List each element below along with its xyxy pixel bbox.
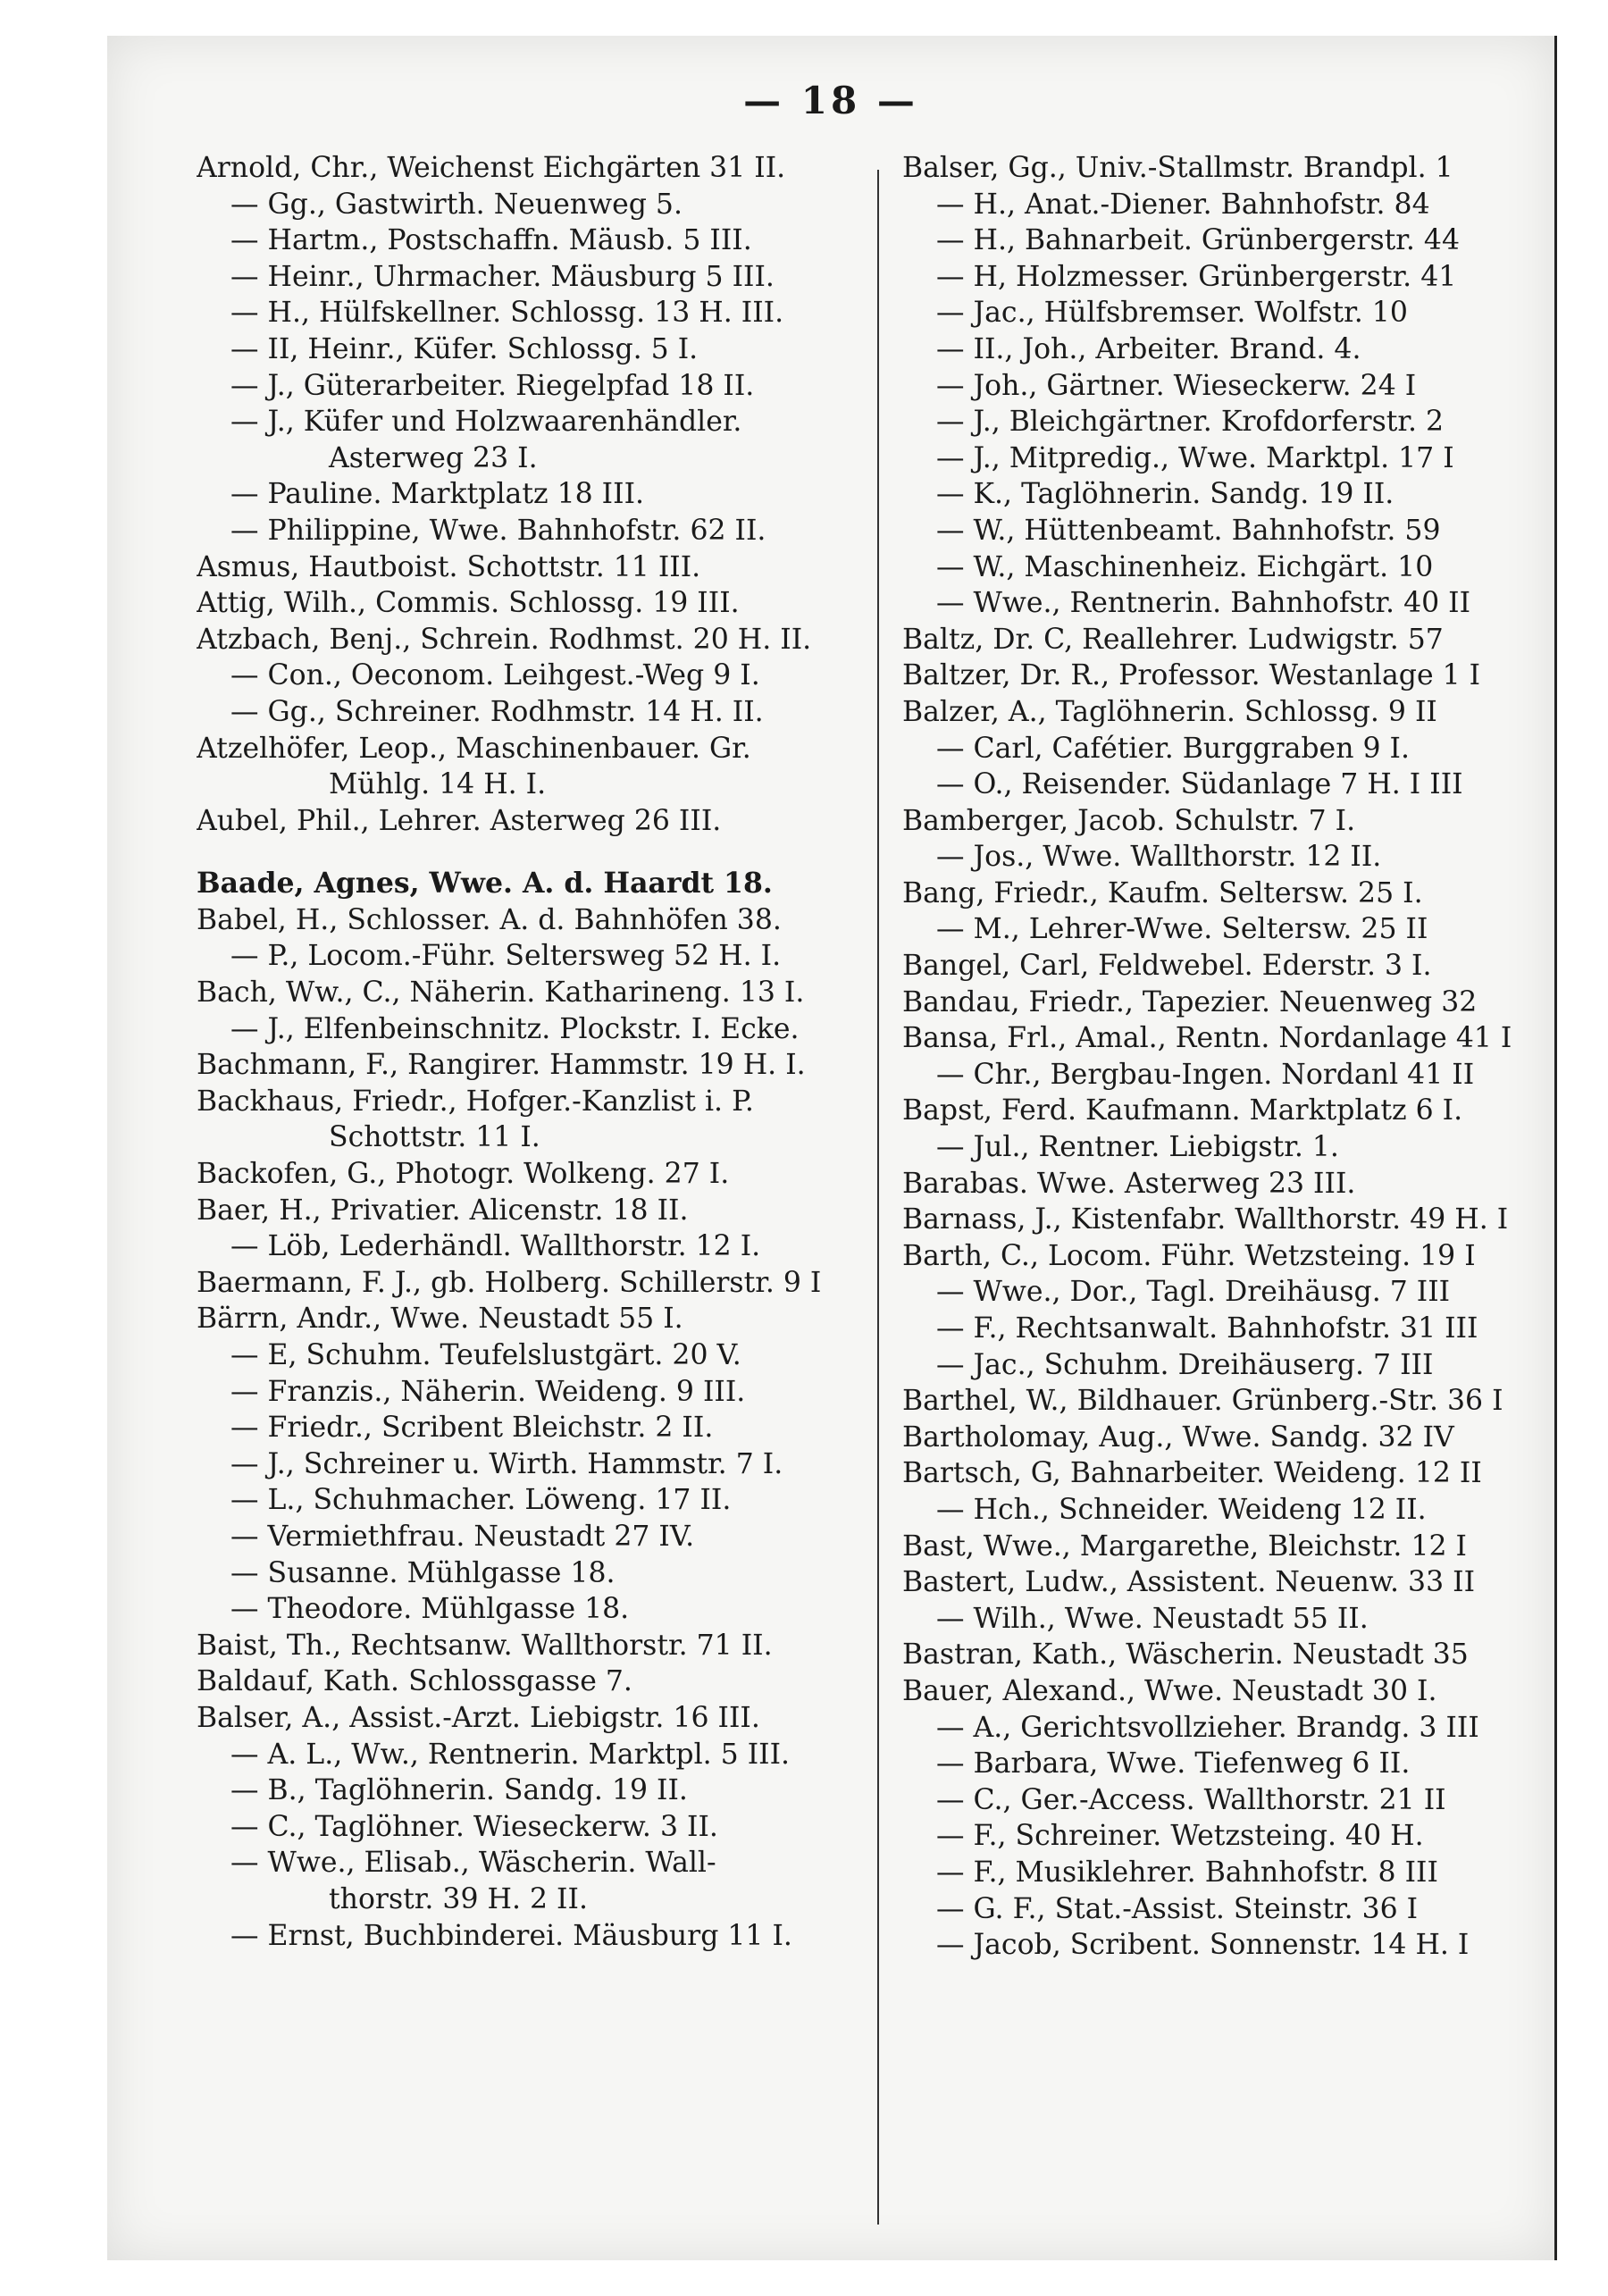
- directory-entry: Asterweg 23 I.: [329, 441, 538, 474]
- directory-entry: — C., Taglöhner. Wieseckerw. 3 II.: [230, 1810, 718, 1843]
- directory-entry: — Jos., Wwe. Wallthorstr. 12 II.: [936, 841, 1382, 874]
- directory-entry: — F., Schreiner. Wetzsteing. 40 H.: [936, 1820, 1424, 1853]
- directory-entry: — L., Schuhmacher. Löweng. 17 II.: [230, 1484, 732, 1517]
- directory-entry: Balser, A., Assist.-Arzt. Liebigstr. 16 III.: [197, 1701, 760, 1734]
- directory-entry: Bärrn, Andr., Wwe. Neustadt 55 I.: [197, 1303, 683, 1336]
- directory-entry: — Chr., Bergbau-Ingen. Nordanl 41 II: [936, 1058, 1475, 1091]
- directory-entry: Baltz, Dr. C, Reallehrer. Ludwigstr. 57: [902, 623, 1444, 656]
- directory-entry: — Wwe., Elisab., Wäscherin. Wall-: [230, 1847, 716, 1880]
- directory-entry: — Hch., Schneider. Weideng 12 II.: [936, 1493, 1427, 1526]
- directory-entry: Bach, Ww., C., Näherin. Katharineng. 13 I.: [197, 976, 805, 1010]
- directory-entry: Baermann, F. J., gb. Holberg. Schillerstr. 9 I: [197, 1266, 822, 1299]
- directory-entry: Asmus, Hautboist. Schottstr. 11 III.: [197, 550, 701, 583]
- directory-entry: Bapst, Ferd. Kaufmann. Marktplatz 6 I.: [902, 1094, 1463, 1127]
- directory-entry: — Gg., Schreiner. Rodhmstr. 14 H. II.: [230, 695, 764, 728]
- directory-entry: — Pauline. Marktplatz 18 III.: [230, 478, 645, 511]
- directory-entry: — Gg., Gastwirth. Neuenweg 5.: [230, 188, 683, 221]
- directory-entry: Bartholomay, Aug., Wwe. Sandg. 32 IV: [902, 1420, 1454, 1454]
- directory-entry: — Jacob, Scribent. Sonnenstr. 14 H. I: [936, 1929, 1470, 1962]
- directory-entry: — Vermiethfrau. Neustadt 27 IV.: [230, 1520, 695, 1553]
- directory-entry: Bast, Wwe., Margarethe, Bleichstr. 12 I: [902, 1529, 1467, 1563]
- directory-entry: — H, Holzmesser. Grünbergerstr. 41: [936, 260, 1457, 293]
- directory-entry: Balzer, A., Taglöhnerin. Schlossg. 9 II: [902, 695, 1437, 728]
- directory-entry: — Jac., Hülfsbremser. Wolfstr. 10: [936, 297, 1408, 330]
- directory-entry: — Wwe., Rentnerin. Bahnhofstr. 40 II: [936, 587, 1471, 620]
- directory-entry: Atzbach, Benj., Schrein. Rodhmst. 20 H. II.: [197, 623, 812, 656]
- directory-entry: thorstr. 39 H. 2 II.: [329, 1882, 588, 1915]
- directory-entry: — Ernst, Buchbinderei. Mäusburg 11 I.: [230, 1919, 792, 1952]
- directory-entry: Bangel, Carl, Feldwebel. Ederstr. 3 I.: [902, 950, 1432, 983]
- directory-entry: Bastert, Ludw., Assistent. Neuenw. 33 II: [902, 1566, 1476, 1599]
- column-divider: [877, 170, 879, 2225]
- directory-entry: Baist, Th., Rechtsanw. Wallthorstr. 71 II.: [197, 1629, 773, 1662]
- directory-entry: — J., Küfer und Holzwaarenhändler.: [230, 406, 742, 439]
- directory-entry: Balser, Gg., Univ.-Stallmstr. Brandpl. 1: [902, 152, 1453, 184]
- directory-entry: Bartsch, G, Bahnarbeiter. Weideng. 12 II: [902, 1457, 1482, 1490]
- directory-entry: Bastran, Kath., Wäscherin. Neustadt 35: [902, 1638, 1469, 1672]
- directory-entry: — W., Maschinenheiz. Eichgärt. 10: [936, 550, 1434, 583]
- directory-entry: — H., Anat.-Diener. Bahnhofstr. 84: [936, 188, 1430, 221]
- directory-entry: Barth, C., Locom. Führ. Wetzsteing. 19 I: [902, 1239, 1476, 1272]
- directory-entry: Barabas. Wwe. Asterweg 23 III.: [902, 1167, 1356, 1200]
- directory-entry: — Philippine, Wwe. Bahnhofstr. 62 II.: [230, 514, 766, 547]
- directory-entry: Arnold, Chr., Weichenst Eichgärten 31 II.: [197, 152, 786, 184]
- directory-entry: — Friedr., Scribent Bleichstr. 2 II.: [230, 1412, 714, 1445]
- directory-entry: Aubel, Phil., Lehrer. Asterweg 26 III.: [197, 804, 722, 837]
- column-right: [902, 150, 1557, 1964]
- directory-entry: — Jul., Rentner. Liebigstr. 1.: [936, 1131, 1339, 1164]
- directory-entry: Bamberger, Jacob. Schulstr. 7 I.: [902, 804, 1356, 837]
- directory-entry: — K., Taglöhnerin. Sandg. 19 II.: [936, 478, 1394, 511]
- directory-entry: — Susanne. Mühlgasse 18.: [230, 1556, 616, 1589]
- directory-entry: — Joh., Gärtner. Wieseckerw. 24 I: [936, 369, 1417, 402]
- directory-entry: — Carl, Cafétier. Burggraben 9 I.: [936, 732, 1411, 765]
- directory-entry: — E, Schuhm. Teufelslustgärt. 20 V.: [230, 1339, 741, 1371]
- directory-entry: Babel, H., Schlosser. A. d. Bahnhöfen 38.: [197, 903, 782, 936]
- directory-entry: Backhaus, Friedr., Hofger.-Kanzlist i. P.: [197, 1085, 754, 1118]
- directory-entry: Mühlg. 14 H. I.: [329, 768, 547, 801]
- directory-entry: — J., Mitpredig., Wwe. Marktpl. 17 I: [936, 441, 1454, 474]
- directory-entry: — Jac., Schuhm. Dreihäuserg. 7 III: [936, 1348, 1434, 1381]
- column-left: [197, 150, 884, 1954]
- directory-entry: — Con., Oeconom. Leihgest.-Weg 9 I.: [230, 659, 760, 692]
- directory-entry: — Wwe., Dor., Tagl. Dreihäusg. 7 III: [936, 1276, 1451, 1309]
- directory-entry: Baldauf, Kath. Schlossgasse 7.: [197, 1665, 632, 1698]
- directory-entry: Schottstr. 11 I.: [329, 1121, 540, 1154]
- directory-entry: — Hartm., Postschaffn. Mäusb. 5 III.: [230, 224, 752, 257]
- directory-entry: Baade, Agnes, Wwe. A. d. Haardt 18.: [197, 867, 773, 901]
- scanned-page: [107, 36, 1557, 2260]
- directory-entry: — Barbara, Wwe. Tiefenweg 6 II.: [936, 1747, 1411, 1781]
- directory-entry: — O., Reisender. Südanlage 7 H. I III: [936, 768, 1463, 801]
- directory-entry: — J., Bleichgärtner. Krofdorferstr. 2: [936, 406, 1445, 439]
- directory-entry: Attig, Wilh., Commis. Schlossg. 19 III.: [197, 587, 740, 620]
- directory-entry: — J., Güterarbeiter. Riegelpfad 18 II.: [230, 369, 755, 402]
- page-number: — 18 —: [743, 79, 918, 122]
- directory-entry: — J., Elfenbeinschnitz. Plockstr. I. Ecke.: [230, 1012, 800, 1045]
- directory-entry: — F., Musiklehrer. Bahnhofstr. 8 III: [936, 1856, 1438, 1889]
- directory-entry: — G. F., Stat.-Assist. Steinstr. 36 I: [936, 1892, 1419, 1925]
- directory-entry: — B., Taglöhnerin. Sandg. 19 II.: [230, 1774, 688, 1807]
- directory-entry: Bansa, Frl., Amal., Rentn. Nordanlage 41 I: [902, 1022, 1512, 1055]
- directory-entry: — A., Gerichtsvollzieher. Brandg. 3 III: [936, 1711, 1479, 1744]
- directory-entry: — H., Hülfskellner. Schlossg. 13 H. III.: [230, 297, 784, 330]
- directory-entry: — Heinr., Uhrmacher. Mäusburg 5 III.: [230, 260, 775, 293]
- directory-entry: — M., Lehrer-Wwe. Seltersw. 25 II: [936, 913, 1428, 946]
- directory-entry: Bauer, Alexand., Wwe. Neustadt 30 I.: [902, 1674, 1437, 1707]
- directory-entry: — Wilh., Wwe. Neustadt 55 II.: [936, 1602, 1369, 1635]
- directory-entry: — Franzis., Näherin. Weideng. 9 III.: [230, 1375, 746, 1408]
- directory-entry: Backofen, G., Photogr. Wolkeng. 27 I.: [197, 1158, 730, 1191]
- directory-entry: Baer, H., Privatier. Alicenstr. 18 II.: [197, 1194, 689, 1227]
- directory-entry: — F., Rechtsanwalt. Bahnhofstr. 31 III: [936, 1312, 1478, 1345]
- directory-entry: — W., Hüttenbeamt. Bahnhofstr. 59: [936, 514, 1441, 547]
- directory-entry: Barthel, W., Bildhauer. Grünberg.-Str. 36 I: [902, 1385, 1503, 1418]
- directory-entry: Atzelhöfer, Leop., Maschinenbauer. Gr.: [197, 732, 751, 765]
- directory-entry: Barnass, J., Kistenfabr. Wallthorstr. 49 H. I: [902, 1203, 1509, 1236]
- directory-entry: Bandau, Friedr., Tapezier. Neuenweg 32: [902, 985, 1478, 1018]
- directory-entry: Bang, Friedr., Kaufm. Seltersw. 25 I.: [902, 876, 1423, 909]
- directory-entry: — II, Heinr., Küfer. Schlossg. 5 I.: [230, 332, 699, 365]
- directory-entry: Bachmann, F., Rangirer. Hammstr. 19 H. I.: [197, 1049, 806, 1082]
- directory-entry: Baltzer, Dr. R., Professor. Westanlage 1 I: [902, 659, 1481, 692]
- directory-entry: — Theodore. Mühlgasse 18.: [230, 1593, 630, 1626]
- directory-entry: — P., Locom.-Führ. Seltersweg 52 H. I.: [230, 940, 782, 973]
- directory-entry: — J., Schreiner u. Wirth. Hammstr. 7 I.: [230, 1447, 783, 1480]
- directory-entry: — H., Bahnarbeit. Grünbergerstr. 44: [936, 224, 1460, 257]
- directory-entry: — II., Joh., Arbeiter. Brand. 4.: [936, 332, 1361, 365]
- directory-entry: — Löb, Lederhändl. Wallthorstr. 12 I.: [230, 1230, 761, 1263]
- directory-entry: — C., Ger.-Access. Wallthorstr. 21 II: [936, 1783, 1446, 1816]
- directory-entry: — A. L., Ww., Rentnerin. Marktpl. 5 III.: [230, 1738, 791, 1771]
